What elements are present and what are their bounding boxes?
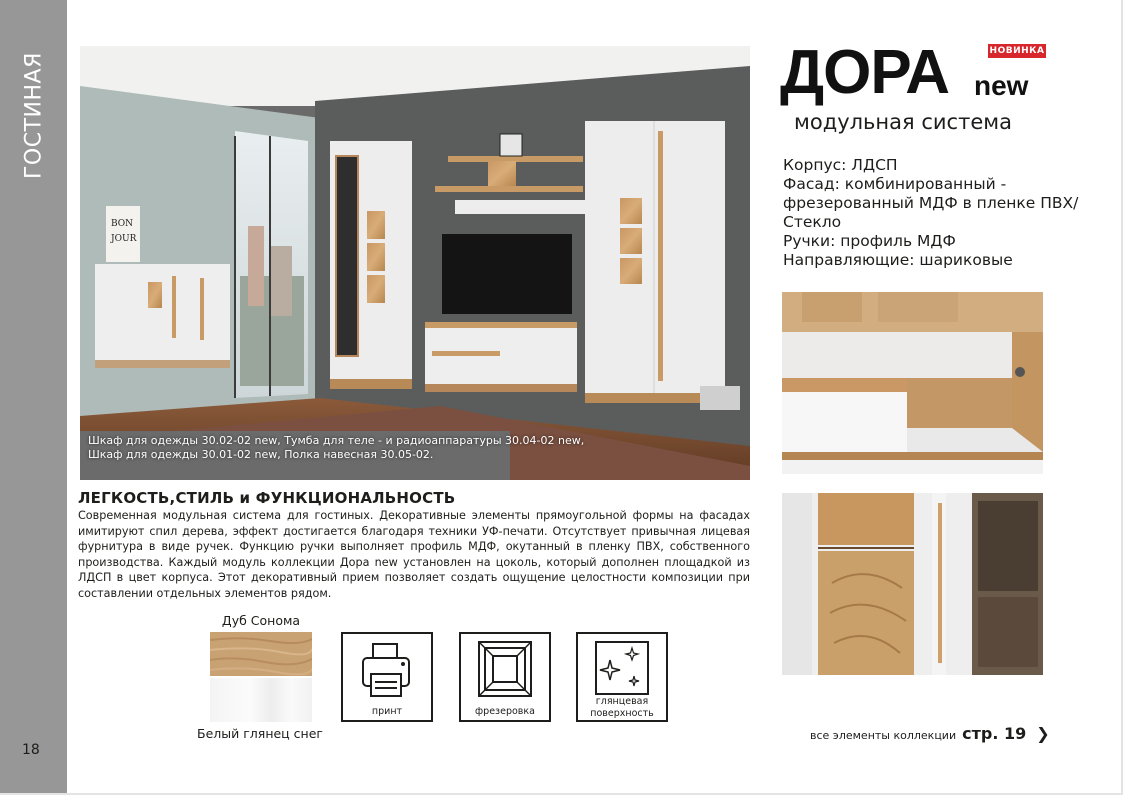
- feature-label-print: принт: [371, 706, 403, 717]
- product-subtitle: модульная система: [794, 110, 1012, 134]
- chevron-right-icon: ❯: [1036, 724, 1050, 743]
- spec-line: Фасад: комбинированный -: [783, 175, 1007, 193]
- new-badge: НОВИНКА: [989, 46, 1045, 56]
- feature-card-milling: [459, 632, 551, 722]
- color-swatch-white-gloss: [210, 678, 312, 722]
- living-room-illustration: [80, 46, 750, 480]
- section-title: ГОСТИНАЯ: [21, 52, 47, 180]
- spec-list: [783, 156, 1083, 270]
- feature-card-gloss: [576, 632, 668, 722]
- hero-caption: [88, 434, 584, 462]
- section-body: Современная модульная система для гостиных. Декоративные элементы прямоугольной формы на фасадах имитируют спил дерева, эффект достигается благодаря техники УФ-печати. Отсутствует привычная лицевая фурнитура в виде ручек. Функцию ручки выполняет профиль МДФ, окутанный в пленку ПВХ, собственного производства. Каждый модуль коллекции Дора new установлен на цоколь, который дополнен площадкой из ЛДСП в цвет корпуса. Этот декоративный прием позволяет создать ощущение целостности композиции при составлении отдельных элементов рядом.: [78, 509, 750, 600]
- frame-text-2: JOUR: [111, 234, 137, 244]
- hero-photo: [80, 46, 750, 480]
- color-label-oak: Дуб Сонома: [221, 613, 301, 628]
- sidebar: [0, 0, 67, 795]
- color-swatch-oak: [210, 632, 312, 676]
- feature-card-print: [341, 632, 433, 722]
- milled-frame-icon: [461, 638, 549, 704]
- sparkle-icon: [578, 638, 666, 700]
- spec-line: Корпус: ЛДСП: [783, 156, 898, 174]
- spec-line: Стекло: [783, 213, 842, 231]
- spec-line: Направляющие: шариковые: [783, 251, 1013, 269]
- color-label-white: Белый глянец снег: [197, 726, 323, 741]
- feature-label-gloss-2: поверхность: [590, 708, 654, 719]
- feature-label-gloss-1: глянцевая: [595, 696, 649, 707]
- spec-line: фрезерованный МДФ в пленке ПВХ/: [783, 194, 1079, 212]
- spec-line: Ручки: профиль МДФ: [783, 232, 956, 250]
- collection-link-page: стр. 19: [962, 724, 1027, 743]
- printer-icon: [343, 638, 431, 704]
- product-title-block: [780, 38, 1100, 148]
- collection-link-text: все элементы коллекции: [810, 729, 957, 742]
- feature-label-milling: фрезеровка: [475, 706, 535, 717]
- section-heading: ЛЕГКОСТЬ,СТИЛЬ и ФУНКЦИОНАЛЬНОСТЬ: [78, 489, 456, 507]
- collection-link[interactable]: [810, 724, 1050, 743]
- page-number: 18: [22, 742, 40, 758]
- hero-caption-line-2: Шкаф для одежды 30.01-02 new, Полка навесная 30.05-02.: [88, 448, 434, 461]
- hero-caption-line-1: Шкаф для одежды 30.02-02 new, Тумба для теле - и радиоаппаратуры 30.04-02 new,: [88, 434, 585, 447]
- detail-photo-tv-stand: [782, 292, 1043, 474]
- product-title: ДОРА: [780, 38, 950, 107]
- frame-text-1: BON: [111, 219, 134, 229]
- product-title-suffix: new: [974, 70, 1029, 101]
- detail-photo-facade: [782, 493, 1043, 675]
